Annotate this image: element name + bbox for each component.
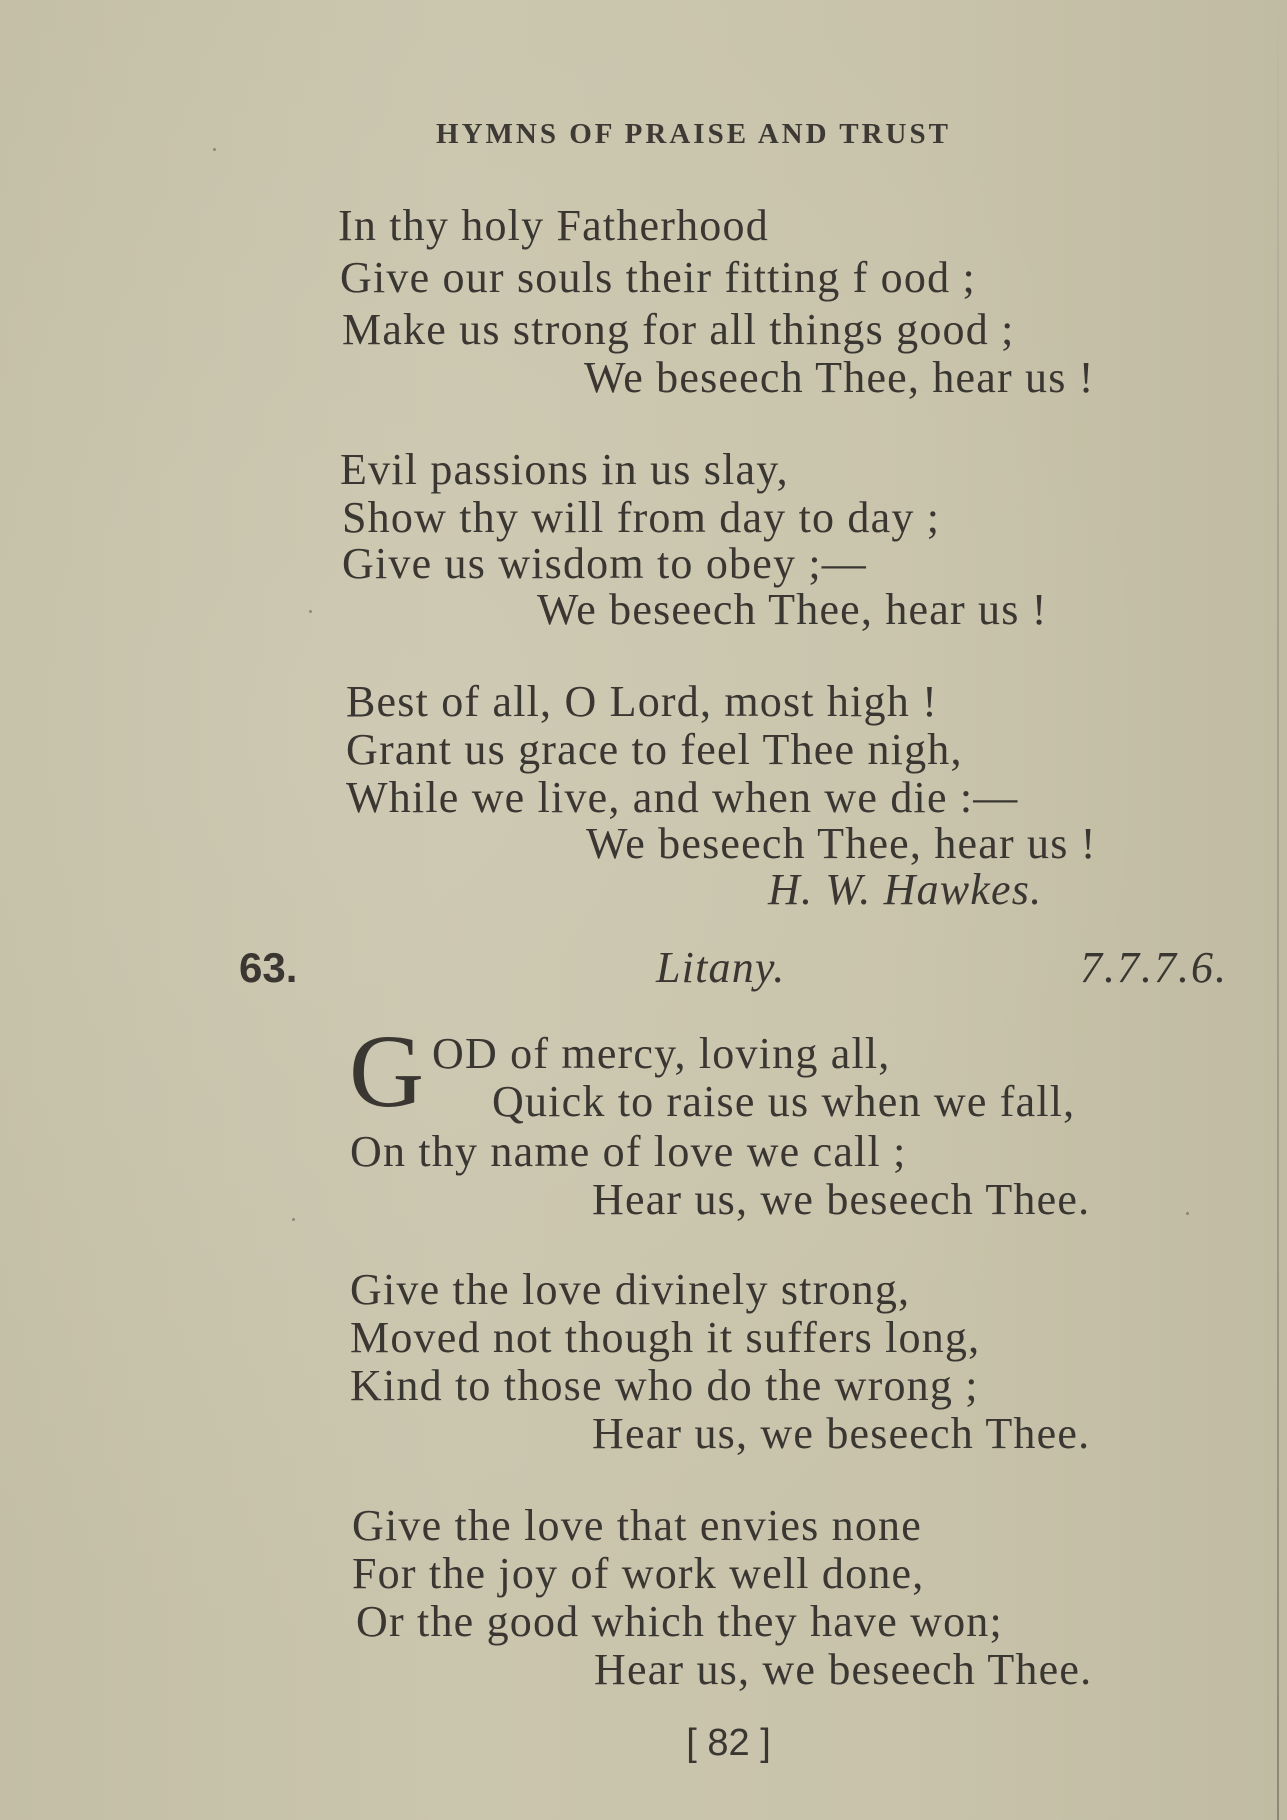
verse-line: Give the love divinely strong, [350,1265,911,1314]
verse-line: Give our souls their fitting f ood ; [340,253,976,302]
paper-speck [1186,1212,1189,1215]
paper-speck [292,1218,295,1221]
author-attribution: H. W. Hawkes. [768,865,1043,914]
verse-refrain: We beseech Thee, hear us ! [584,353,1095,402]
hymn-title: Litany. [656,943,786,992]
verse-line: In thy holy Fatherhood [338,201,769,250]
running-header: HYMNS OF PRAISE AND TRUST [436,118,951,150]
verse-refrain: We beseech Thee, hear us ! [586,819,1097,868]
hymn-meter: 7.7.7.6. [1080,943,1228,992]
verse-line: Make us strong for all things good ; [342,305,1015,354]
hymn-number: 63. [239,944,298,991]
page-number: [ 82 ] [686,1722,771,1764]
verse-refrain: We beseech Thee, hear us ! [537,585,1048,634]
paper-speck [309,610,312,613]
verse-line: Show thy will from day to day ; [342,493,941,542]
verse-line: Give the love that envies none [352,1501,922,1550]
verse-line: Give us wisdom to obey ;— [342,539,867,588]
verse-line: Evil passions in us slay, [340,445,789,494]
verse-line: For the joy of work well done, [352,1549,925,1598]
drop-cap: G [349,1014,425,1129]
verse-refrain: Hear us, we beseech Thee. [594,1645,1093,1694]
verse-line: Or the good which they have won; [356,1597,1003,1646]
page-edge [1277,0,1279,1820]
verse-line: Moved not though it suffers long, [350,1313,981,1362]
verse-line: Quick to raise us when we fall, [492,1077,1076,1126]
verse-line: While we live, and when we die :— [346,773,1019,822]
verse-refrain: Hear us, we beseech Thee. [592,1175,1091,1224]
verse-line: On thy name of love we call ; [350,1127,907,1176]
verse-refrain: Hear us, we beseech Thee. [592,1409,1091,1458]
paper-speck [213,148,216,151]
verse-line: Kind to those who do the wrong ; [350,1361,979,1410]
verse-line: OD of mercy, loving all, [432,1029,891,1078]
verse-line: Best of all, O Lord, most high ! [346,677,939,726]
verse-line: Grant us grace to feel Thee nigh, [346,725,963,774]
